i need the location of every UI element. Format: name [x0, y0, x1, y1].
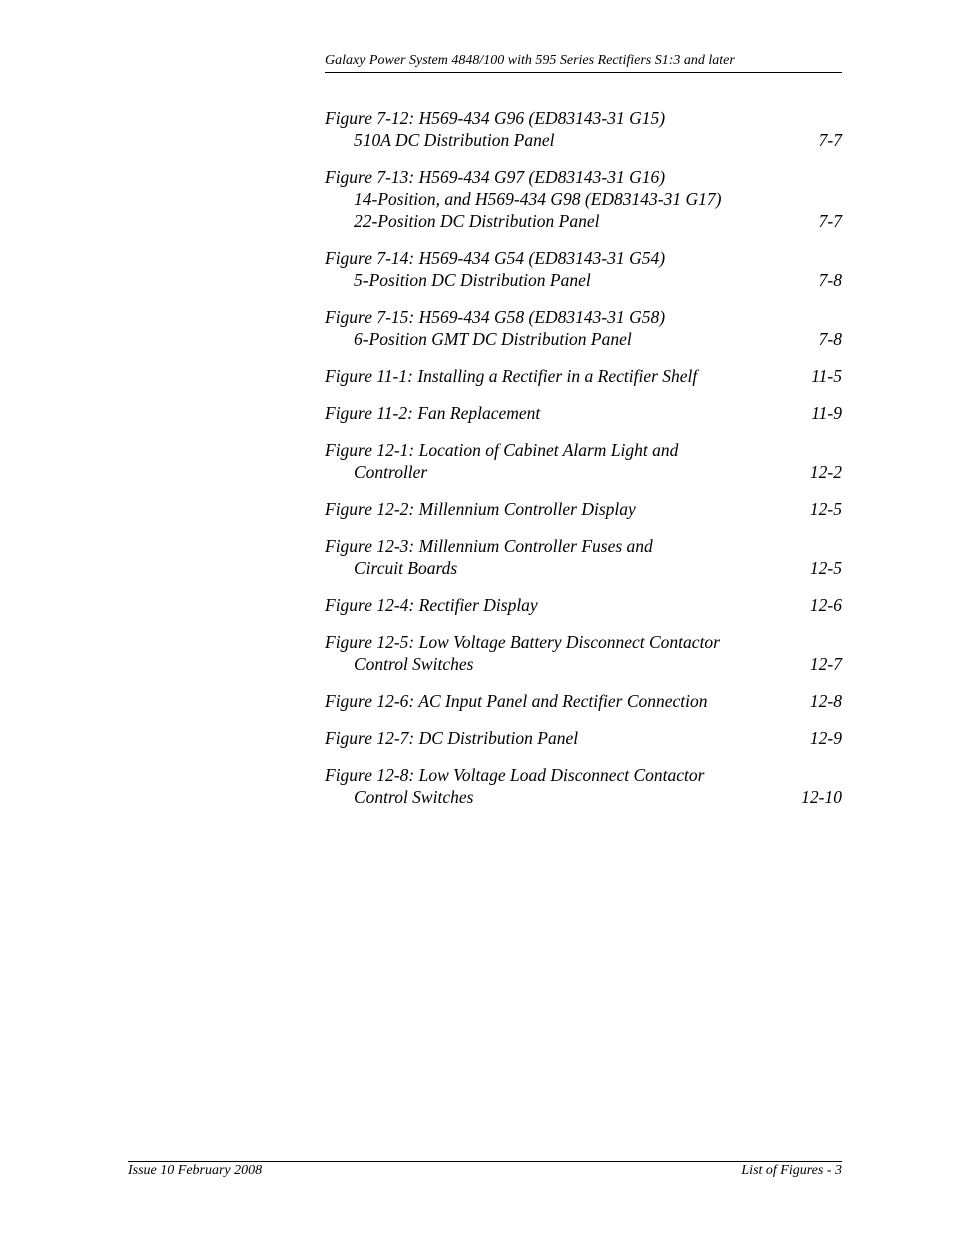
entry-page-number: 12-5 — [809, 558, 842, 578]
entry-title-line: 6-Position GMT DC Distribution Panel — [354, 329, 632, 349]
running-header: Galaxy Power System 4848/100 with 595 Series Rectifiers S1:3 and later — [325, 53, 735, 68]
entry-page-number: 12-10 — [801, 787, 842, 807]
header-divider — [325, 72, 842, 73]
entry-page-number: 12-8 — [809, 691, 842, 711]
entry-title-line: Figure 7-14: H569-434 G54 (ED83143-31 G54) — [325, 248, 666, 268]
entry-title-line: 510A DC Distribution Panel — [354, 130, 555, 150]
toc-entry[interactable] — [325, 594, 842, 616]
entry-title-line: Figure 12-7: DC Distribution Panel — [325, 728, 579, 748]
toc-entry[interactable] — [325, 306, 842, 350]
footer-issue-date: Issue 10 February 2008 — [128, 1163, 263, 1178]
entry-page-number: 11-5 — [811, 366, 842, 386]
toc-entry[interactable] — [325, 631, 842, 675]
entry-title-line: Figure 12-8: Low Voltage Load Disconnect Contactor — [325, 765, 705, 785]
entry-page-number: 12-7 — [809, 654, 842, 674]
entry-title-line: Figure 7-13: H569-434 G97 (ED83143-31 G16) — [325, 167, 666, 187]
entry-title-line: Figure 7-12: H569-434 G96 (ED83143-31 G15) — [325, 108, 666, 128]
entry-page-number: 12-2 — [809, 462, 842, 482]
entry-page-number: 7-7 — [818, 130, 842, 150]
entry-title-line: Circuit Boards — [354, 558, 458, 578]
footer-page-label: List of Figures - 3 — [741, 1163, 842, 1178]
entry-page-number: 7-8 — [818, 329, 842, 349]
toc-entry[interactable] — [325, 365, 842, 387]
entry-page-number: 7-8 — [818, 270, 842, 290]
toc-entry[interactable] — [325, 439, 842, 483]
list-of-figures — [325, 107, 842, 823]
entry-title-line: Figure 12-1: Location of Cabinet Alarm Light and — [325, 440, 679, 460]
entry-title-line: Control Switches — [354, 787, 474, 807]
entry-page-number: 7-7 — [818, 211, 842, 231]
entry-page-number: 12-6 — [809, 595, 842, 615]
entry-title-line: Controller — [354, 462, 428, 482]
entry-title-line: Figure 12-5: Low Voltage Battery Disconnect Contactor — [325, 632, 720, 652]
toc-entry[interactable] — [325, 498, 842, 520]
entry-title-line: Figure 11-1: Installing a Rectifier in a Rectifier Shelf — [325, 366, 698, 386]
footer-divider — [128, 1161, 842, 1162]
entry-page-number: 12-5 — [809, 499, 842, 519]
entry-title-line: Figure 12-6: AC Input Panel and Rectifier Connection — [325, 691, 708, 711]
entry-title-line: 22-Position DC Distribution Panel — [354, 211, 600, 231]
entry-page-number: 11-9 — [811, 403, 842, 423]
toc-entry[interactable] — [325, 247, 842, 291]
entry-title-line: Figure 12-4: Rectifier Display — [325, 595, 538, 615]
toc-entry[interactable] — [325, 535, 842, 579]
entry-title-line: 14-Position, and H569-434 G98 (ED83143-31 G17) — [354, 189, 722, 209]
entry-title-line: Figure 12-3: Millennium Controller Fuses and — [325, 536, 653, 556]
toc-entry[interactable] — [325, 764, 842, 808]
entry-page-number: 12-9 — [809, 728, 842, 748]
entry-title-line: 5-Position DC Distribution Panel — [354, 270, 591, 290]
toc-entry[interactable] — [325, 690, 842, 712]
entry-title-line: Figure 11-2: Fan Replacement — [325, 403, 541, 423]
entry-title-line: Control Switches — [354, 654, 474, 674]
toc-entry[interactable] — [325, 727, 842, 749]
entry-title-line: Figure 12-2: Millennium Controller Display — [325, 499, 636, 519]
entry-title-line: Figure 7-15: H569-434 G58 (ED83143-31 G58) — [325, 307, 666, 327]
toc-entry[interactable] — [325, 402, 842, 424]
toc-entry[interactable] — [325, 107, 842, 151]
toc-entry[interactable] — [325, 166, 842, 232]
